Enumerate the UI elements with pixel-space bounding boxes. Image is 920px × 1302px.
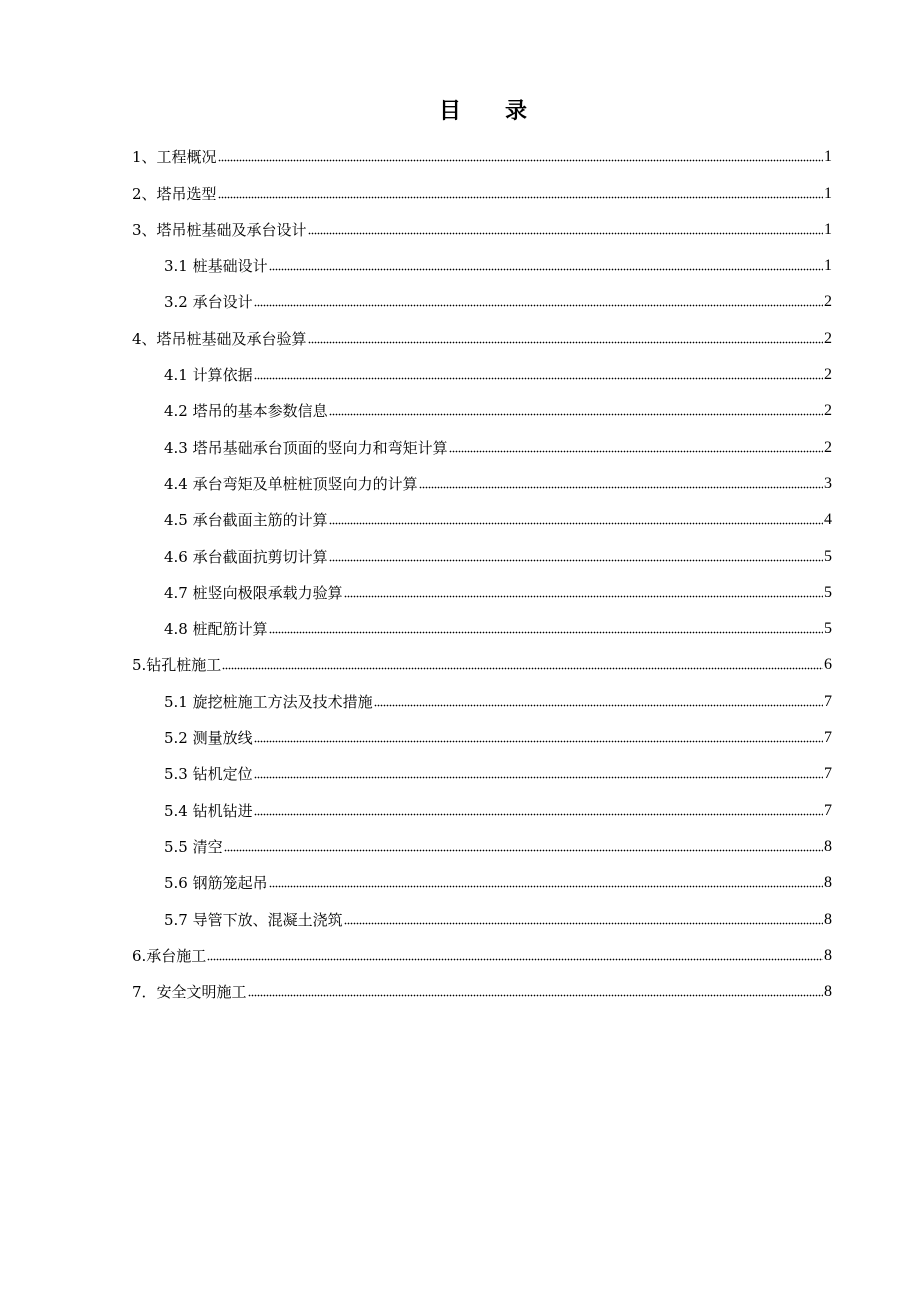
toc-entry-label: 4.5 承台截面主筋的计算: [164, 511, 328, 530]
toc-entry[interactable]: [132, 790, 832, 826]
toc-dot-leader: [218, 196, 823, 199]
toc-entry[interactable]: [132, 318, 832, 354]
toc-entry[interactable]: [132, 500, 832, 536]
toc-dot-leader: [218, 159, 823, 162]
toc-dot-leader: [329, 559, 823, 562]
toc-entry-label: 5.4 钻机钻进: [164, 801, 253, 820]
toc-entry-page-number: 7: [824, 765, 832, 783]
toc-entry[interactable]: [132, 645, 832, 681]
toc-entry-label: 4.7 桩竖向极限承载力验算: [164, 583, 343, 602]
toc-dot-leader: [374, 704, 823, 707]
toc-entry-label: 5.2 测量放线: [164, 729, 253, 748]
toc-entry-page-number: 2: [824, 438, 832, 456]
toc-entry-page-number: 5: [824, 547, 832, 565]
toc-entry-label: 6.承台施工: [132, 946, 207, 965]
toc-dot-leader: [269, 631, 823, 634]
toc-entry[interactable]: [132, 936, 832, 972]
toc-entry[interactable]: [132, 536, 832, 572]
toc-entry-page-number: 5: [824, 583, 832, 601]
toc-entry-page-number: 1: [824, 184, 832, 202]
toc-entry-label: 4.4 承台弯矩及单桩桩顶竖向力的计算: [164, 474, 418, 493]
toc-entry-page-number: 1: [824, 257, 832, 275]
toc-entry-page-number: 2: [824, 366, 832, 384]
toc-entry[interactable]: [132, 282, 832, 318]
toc-entry-label: 7．安全文明施工: [132, 983, 247, 1002]
toc-dot-leader: [222, 667, 823, 670]
toc-dot-leader: [329, 413, 823, 416]
toc-entry[interactable]: [132, 246, 832, 282]
toc-dot-leader: [207, 958, 823, 961]
toc-entry[interactable]: [132, 210, 832, 246]
toc-entry-page-number: 4: [824, 511, 832, 529]
toc-entry-page-number: 2: [824, 329, 832, 347]
toc-dot-leader: [248, 994, 823, 997]
toc-entry-label: 5.5 清空: [164, 837, 223, 856]
toc-entry-page-number: 3: [824, 474, 832, 492]
toc-entry-page-number: 2: [824, 402, 832, 420]
toc-entry[interactable]: [132, 827, 832, 863]
toc-entry-label: 4.3 塔吊基础承台顶面的竖向力和弯矩计算: [164, 438, 448, 457]
toc-entry-page-number: 5: [824, 620, 832, 638]
toc-entry-label: 5.1 旋挖桩施工方法及技术措施: [164, 692, 373, 711]
toc-entry-label: 2、塔吊选型: [132, 184, 217, 203]
toc-entry[interactable]: [132, 355, 832, 391]
toc-entry[interactable]: [132, 681, 832, 717]
toc-entry-label: 5.7 导管下放、混凝土浇筑: [164, 910, 343, 929]
toc-entry-label: 4.8 桩配筋计算: [164, 620, 268, 639]
toc-title: 目录: [438, 99, 571, 124]
toc-dot-leader: [308, 341, 823, 344]
toc-entry[interactable]: [132, 464, 832, 500]
toc-entry-page-number: 8: [824, 874, 832, 892]
toc-dot-leader: [269, 885, 823, 888]
toc-entry-page-number: 7: [824, 729, 832, 747]
toc-entry[interactable]: [132, 972, 832, 1008]
toc-entry[interactable]: [132, 173, 832, 209]
toc-entry-page-number: 8: [824, 910, 832, 928]
toc-entry[interactable]: [132, 609, 832, 645]
toc-entry-label: 5.3 钻机定位: [164, 765, 253, 784]
toc-entry-page-number: 8: [824, 983, 832, 1001]
toc-entry[interactable]: [132, 137, 832, 173]
toc-entry-page-number: 6: [824, 656, 832, 674]
toc-dot-leader: [254, 377, 823, 380]
toc-dot-leader: [254, 776, 823, 779]
toc-entry[interactable]: [132, 899, 832, 935]
toc-entry-label: 5.钻孔桩施工: [132, 656, 222, 675]
toc-entry-page-number: 8: [824, 837, 832, 855]
toc-entry-label: 3.1 桩基础设计: [164, 257, 268, 276]
toc-entry-page-number: 8: [824, 946, 832, 964]
toc-dot-leader: [224, 849, 823, 852]
toc-entry[interactable]: [132, 754, 832, 790]
toc-dot-leader: [254, 813, 823, 816]
toc-dot-leader: [344, 595, 823, 598]
toc-entry-label: 4、塔吊桩基础及承台验算: [132, 329, 307, 348]
toc-entry-label: 4.6 承台截面抗剪切计算: [164, 547, 328, 566]
toc-dot-leader: [269, 268, 823, 271]
toc-dot-leader: [254, 304, 823, 307]
toc-entry-page-number: 1: [824, 220, 832, 238]
toc-entry-page-number: 1: [824, 148, 832, 166]
toc-entry-label: 1、工程概况: [132, 148, 217, 167]
toc-dot-leader: [254, 740, 823, 743]
toc-dot-leader: [419, 486, 823, 489]
toc-entry-label: 4.1 计算依据: [164, 366, 253, 385]
toc-entry[interactable]: [132, 427, 832, 463]
toc-dot-leader: [344, 922, 823, 925]
toc-dot-leader: [329, 522, 823, 525]
toc-entry-label: 3、塔吊桩基础及承台设计: [132, 220, 307, 239]
toc-dot-leader: [449, 450, 823, 453]
toc-entry-label: 4.2 塔吊的基本参数信息: [164, 402, 328, 421]
toc-entry[interactable]: [132, 863, 832, 899]
toc-entry-label: 3.2 承台设计: [164, 293, 253, 312]
toc-entry[interactable]: [132, 391, 832, 427]
toc-entry-page-number: 7: [824, 692, 832, 710]
toc-entry[interactable]: [132, 718, 832, 754]
toc-entry-label: 5.6 钢筋笼起吊: [164, 874, 268, 893]
toc-dot-leader: [308, 232, 823, 235]
toc-list: [132, 137, 832, 1008]
toc-entry-page-number: 2: [824, 293, 832, 311]
toc-entry[interactable]: [132, 573, 832, 609]
toc-entry-page-number: 7: [824, 801, 832, 819]
